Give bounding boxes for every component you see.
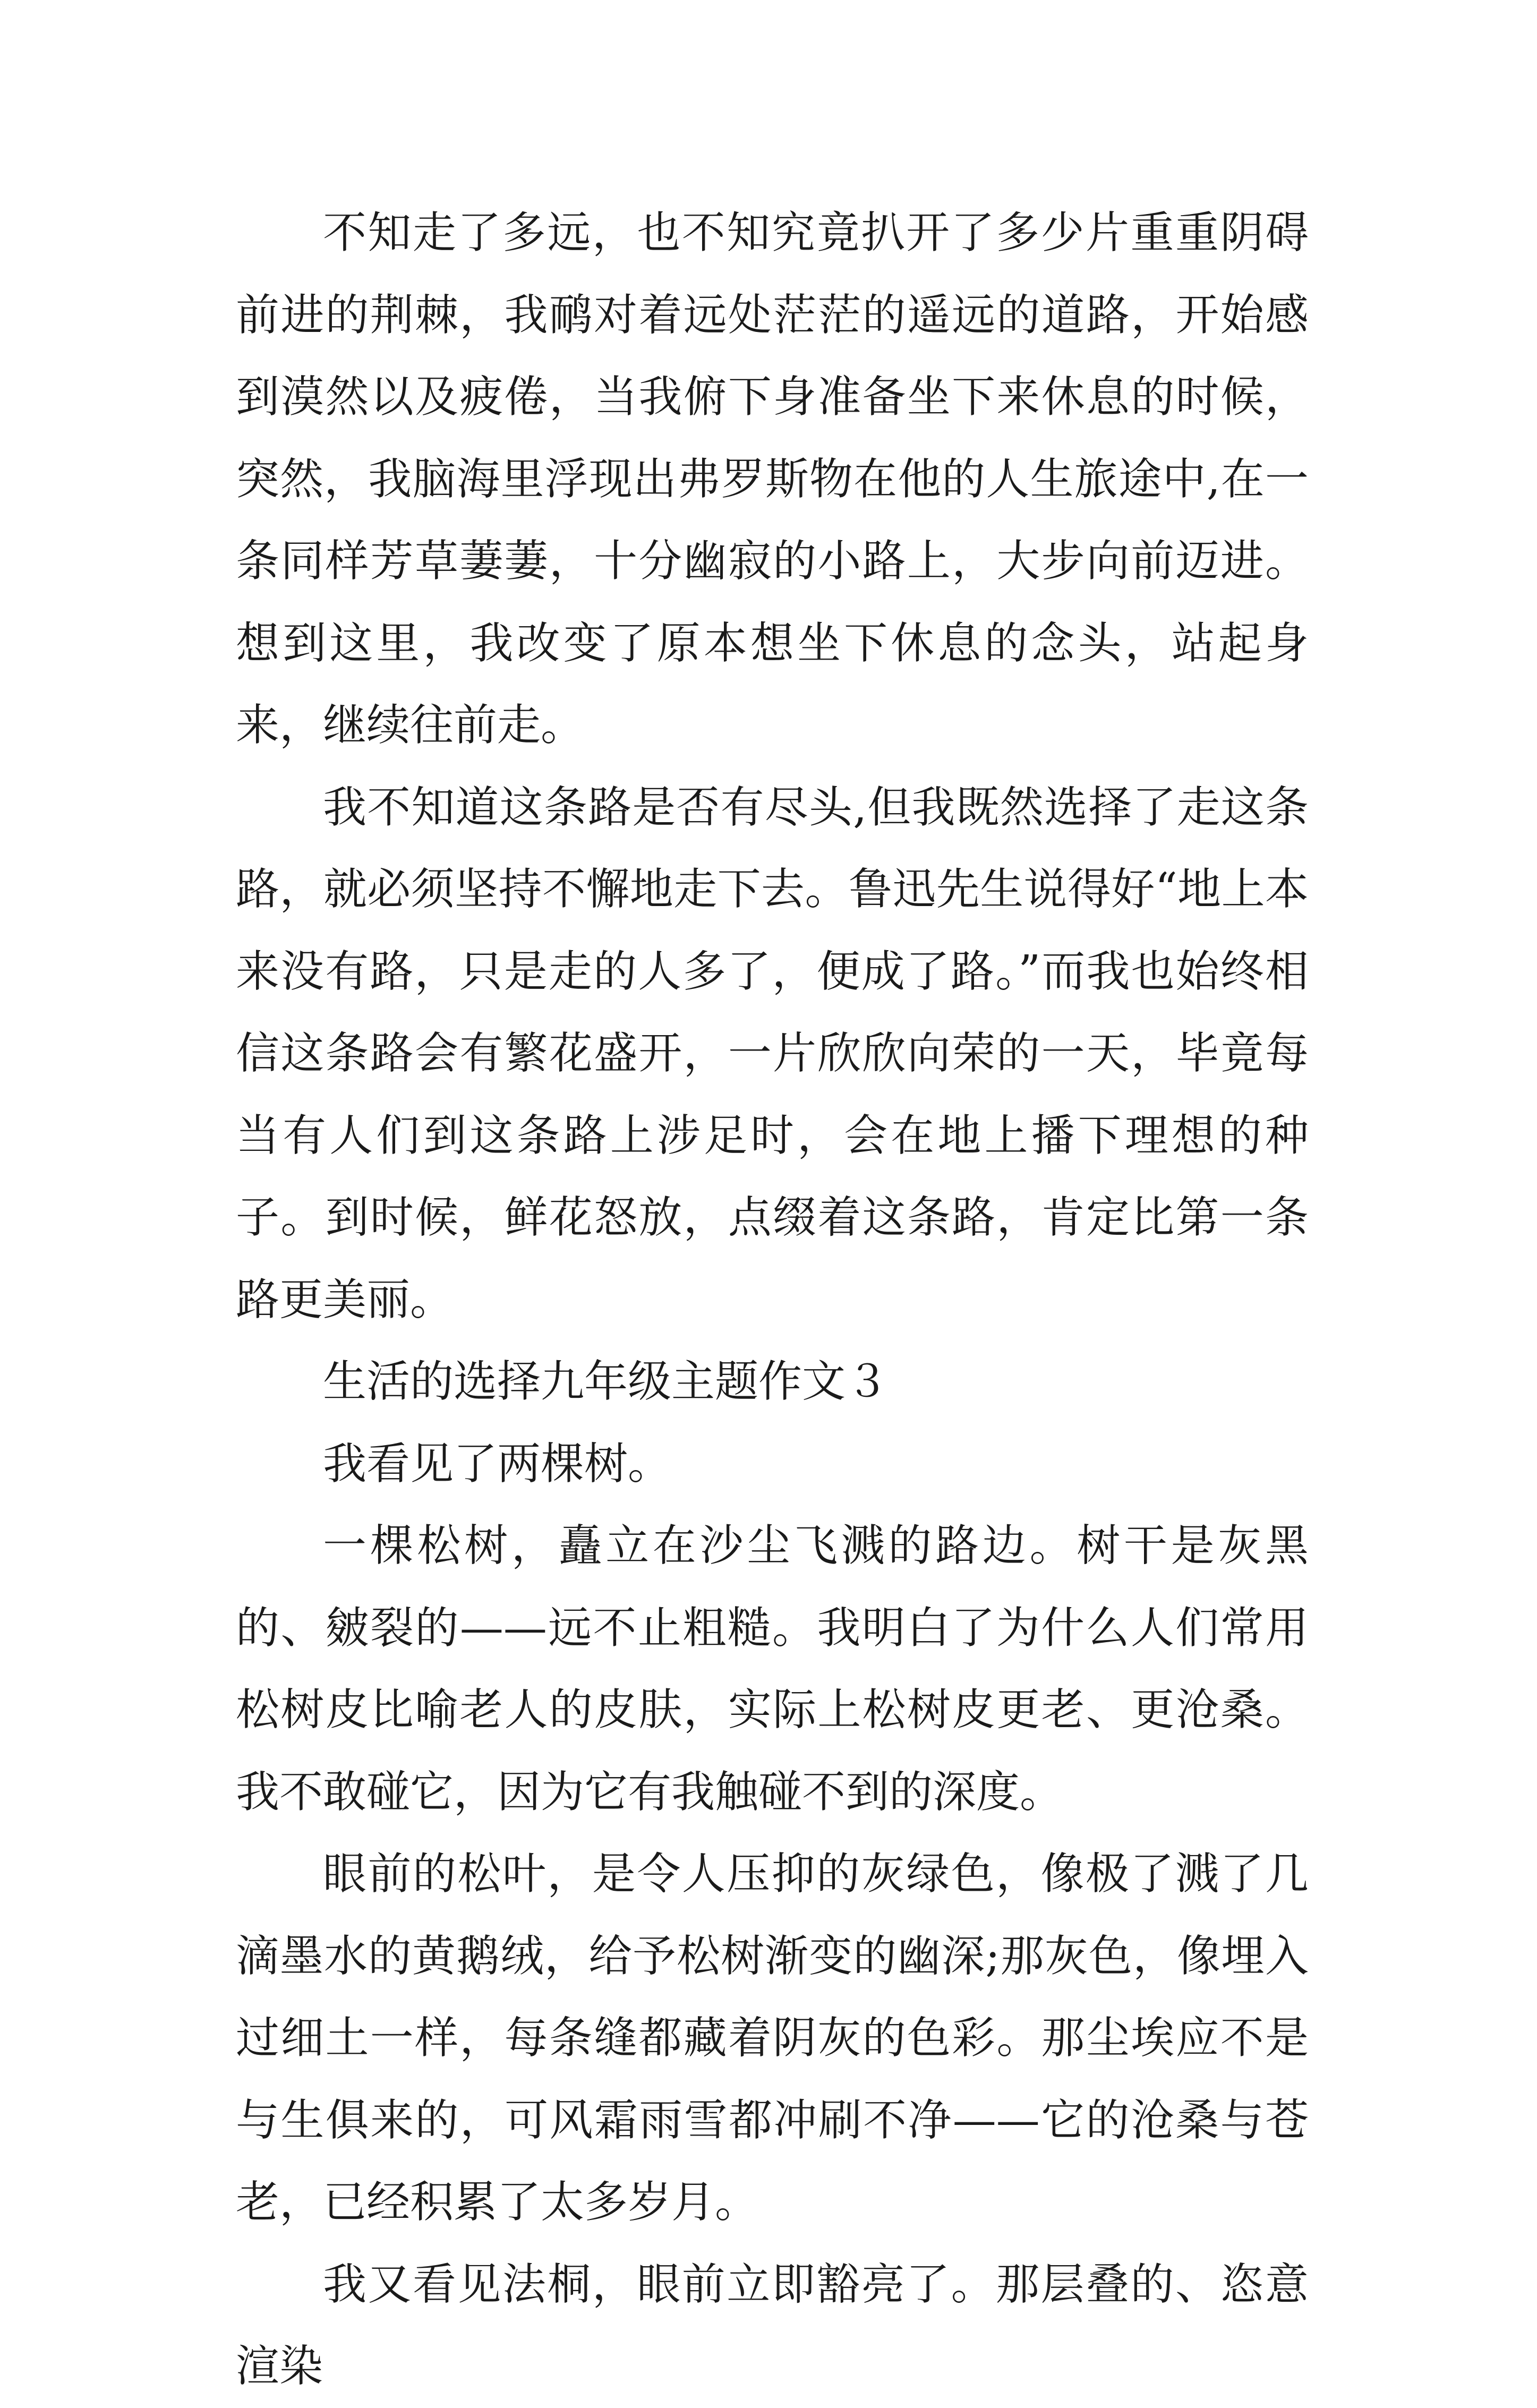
paragraph-1: 不知走了多远，也不知究竟扒开了多少片重重阴碍前进的荆棘，我鸸对着远处茫茫的遥远的道路，开始感到漠然以及疲倦，当我俯下身准备坐下来休息的时候，突然，我脑海里浮现出弗罗斯物在他的人生旅途中,在一条同样芳草萋萋，十分幽寂的小路上，大步向前迈进。想到这里，我改变了原本想坐下休息的念头，站起身来，继续往前走。 [236, 208, 1309, 750]
paragraph-3: 我看见了两棵树。 [323, 1438, 672, 1489]
document-body [236, 192, 1309, 2408]
paragraph-5: 眼前的松叶，是令人压抑的灰绿色，像极了溅了几滴墨水的黄鹅绒，给予松树渐变的幽深;那灰色，像埋入过细土一样，每条缝都藏着阴灰的色彩。那尘埃应不是与生俱来的，可风霜雨雪都冲刷不净——它的沧桑与苍老，已经积累了太多岁月。 [236, 1849, 1309, 2227]
paragraph-4: 一棵松树，矗立在沙尘飞溅的路边。树干是灰黑的、皴裂的——远不止粗糙。我明白了为什么人们常用松树皮比喻老人的皮肤，实际上松树皮更老、更沧桑。我不敢碰它，因为它有我触碰不到的深度。 [236, 1521, 1309, 1817]
paragraph-6: 我又看见法桐，眼前立即豁亮了。那层叠的、恣意渲染 [236, 2259, 1309, 2392]
section-heading: 生活的选择九年级主题作文３ [323, 1356, 890, 1407]
paragraph-2: 我不知道这条路是否有尽头,但我既然选择了走这条路，就必须坚持不懈地走下去。鲁迅先生说得好“地上本来没有路，只是走的人多了，便成了路。”而我也始终相信这条路会有繁花盛开，一片欣欣向荣的一天，毕竟每当有人们到这条路上涉足时，会在地上播下理想的种子。到时候，鲜花怒放，点缀着这条路，肯定比第一条路更美丽。 [236, 782, 1309, 1325]
